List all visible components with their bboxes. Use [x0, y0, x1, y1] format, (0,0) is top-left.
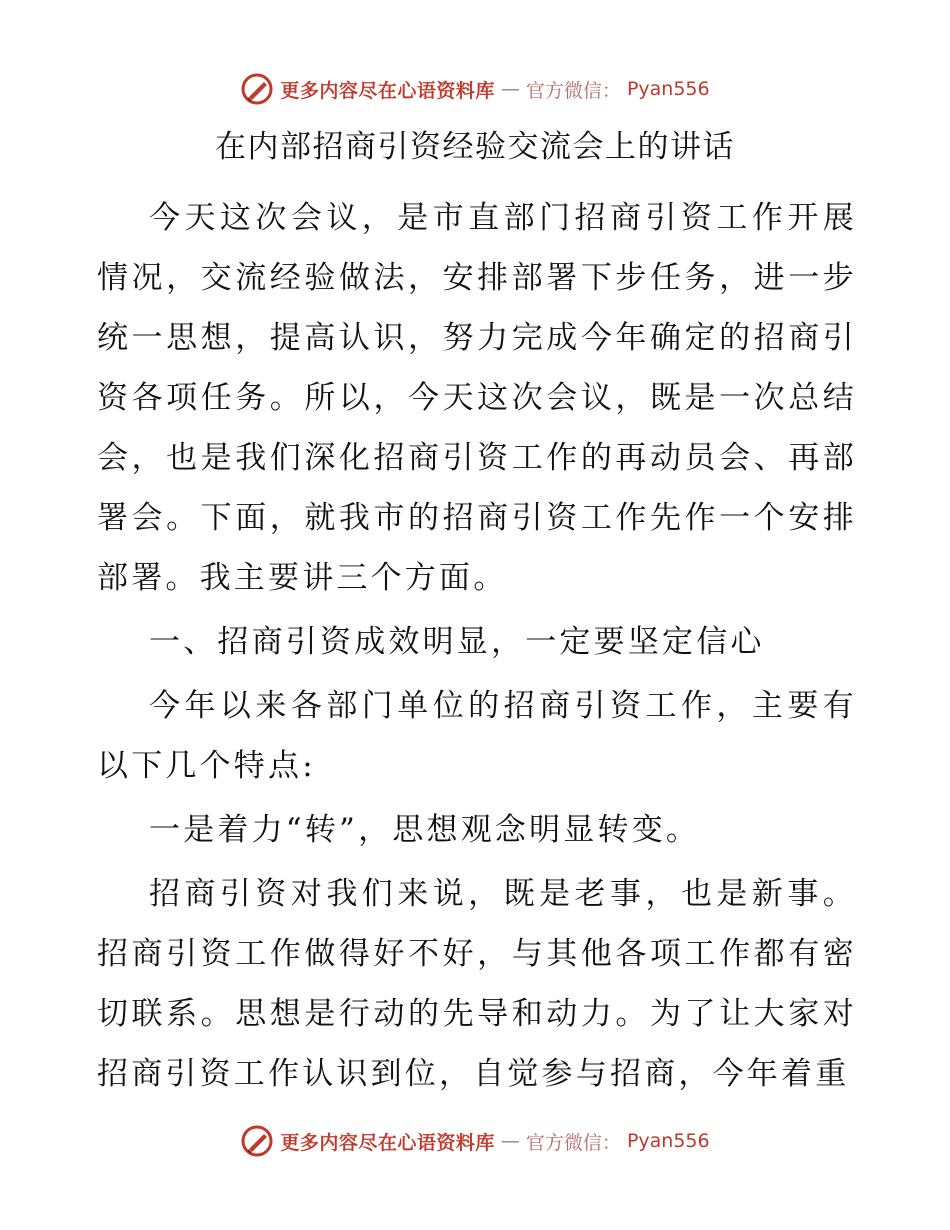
watermark-label: 官方微信： [525, 1131, 621, 1154]
watermark-id: Pyan556 [626, 78, 710, 100]
section-heading-1: 一、招商引资成效明显，一定要坚定信心 [149, 624, 765, 660]
paragraph-features: 今年以来各部门单位的招商引资工作，主要有以下几个特点: [97, 688, 857, 784]
document-title: 在内部招商引资经验交流会上的讲话 [215, 129, 735, 165]
watermark-footer [0, 1124, 950, 1158]
subheading-1: 一是着力“转”，思想观念明显转变。 [149, 812, 701, 848]
watermark-separator: — [500, 1130, 520, 1152]
watermark-brand: 更多内容尽在心语资料库 [280, 79, 495, 102]
quill-pen-logo-icon [240, 1124, 274, 1158]
watermark-separator: — [500, 78, 520, 100]
watermark-id: Pyan556 [626, 1130, 710, 1152]
paragraph-detail: 招商引资对我们来说，既是老事，也是新事。招商引资工作做得好不好，与其他各项工作都有密切联系。思想是行动的先导和动力。为了让大家对招商引资工作认识到位，自觉参与招商，今年着重 [97, 876, 857, 1092]
quill-pen-logo-icon [240, 72, 274, 106]
watermark-brand: 更多内容尽在心语资料库 [280, 1131, 495, 1154]
watermark-header [0, 72, 950, 106]
paragraph-intro: 今天这次会议，是市直部门招商引资工作开展情况，交流经验做法，安排部署下步任务，进一步统一思想，提高认识，努力完成今年确定的招商引资各项任务。所以，今天这次会议，既是一次总结会，也是我们深化招商引资工作的再动员会、再部署会。下面，就我市的招商引资工作先作一个安排部署。我主要讲三个方面。 [97, 200, 857, 596]
document-body [97, 188, 857, 1108]
watermark-label: 官方微信： [525, 79, 621, 102]
